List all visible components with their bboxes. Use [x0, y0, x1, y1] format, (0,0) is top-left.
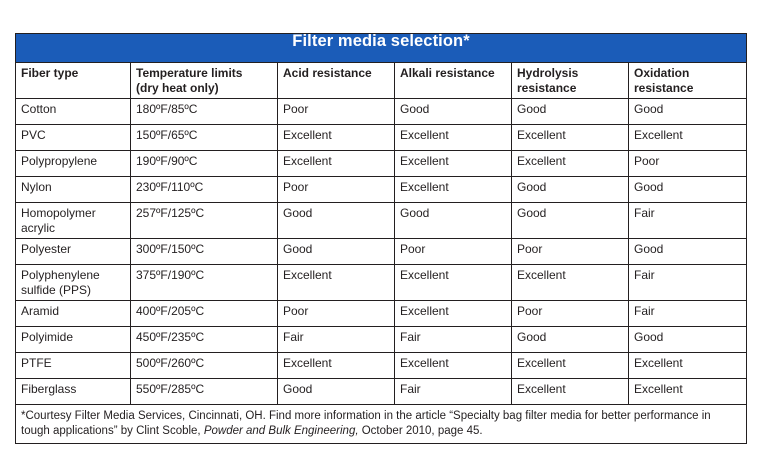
table-row	[16, 353, 747, 379]
column-header-temperature	[131, 63, 278, 99]
fiber-line: PVC	[21, 128, 46, 142]
filter-media-table	[15, 33, 747, 444]
cell-hydrolysis: Excellent	[512, 353, 629, 379]
cell-hydrolysis: Excellent	[512, 379, 629, 405]
fiber-line: sulfide (PPS)	[21, 283, 92, 297]
table-row	[16, 327, 747, 353]
cell-fiber-type	[16, 265, 131, 301]
cell-hydrolysis: Excellent	[512, 125, 629, 151]
cell-acid: Excellent	[278, 353, 395, 379]
cell-temperature: 550ºF/285ºC	[131, 379, 278, 405]
header-line: Oxidation	[634, 66, 690, 80]
cell-acid: Good	[278, 379, 395, 405]
cell-oxidation: Good	[629, 99, 747, 125]
cell-acid: Good	[278, 203, 395, 239]
table-body	[16, 99, 747, 405]
cell-temperature: 257ºF/125ºC	[131, 203, 278, 239]
filter-media-table-wrapper	[15, 33, 746, 444]
cell-oxidation: Excellent	[629, 353, 747, 379]
cell-hydrolysis: Poor	[512, 301, 629, 327]
table-row	[16, 265, 747, 301]
cell-temperature: 500ºF/260ºC	[131, 353, 278, 379]
cell-acid: Poor	[278, 177, 395, 203]
cell-alkali: Poor	[395, 239, 512, 265]
cell-temperature: 190ºF/90ºC	[131, 151, 278, 177]
fiber-line: Aramid	[21, 304, 60, 318]
header-line: resistance	[634, 81, 694, 95]
cell-alkali: Excellent	[395, 301, 512, 327]
title-row	[16, 34, 747, 63]
header-line: Fiber type	[21, 66, 79, 80]
column-header-acid	[278, 63, 395, 99]
header-line: (dry heat only)	[136, 81, 219, 95]
footnote-text: *Courtesy Filter Media Services, Cincinnati, OH. Find more information in the article “Specialty bag filter media for better performance in tough applications” by Clint Scoble,	[21, 410, 711, 437]
cell-temperature: 375ºF/190ºC	[131, 265, 278, 301]
cell-temperature: 450ºF/235ºC	[131, 327, 278, 353]
cell-fiber-type	[16, 203, 131, 239]
fiber-line: Nylon	[21, 180, 52, 194]
cell-oxidation: Fair	[629, 265, 747, 301]
fiber-line: Polypropylene	[21, 154, 98, 168]
header-line: Temperature limits	[136, 66, 243, 80]
cell-oxidation: Fair	[629, 301, 747, 327]
cell-temperature: 400ºF/205ºC	[131, 301, 278, 327]
cell-fiber-type	[16, 301, 131, 327]
column-header-fiber-type	[16, 63, 131, 99]
cell-alkali: Excellent	[395, 151, 512, 177]
footnote	[16, 405, 747, 444]
cell-temperature: 180ºF/85ºC	[131, 99, 278, 125]
cell-oxidation: Excellent	[629, 125, 747, 151]
cell-oxidation: Good	[629, 239, 747, 265]
table-row	[16, 151, 747, 177]
fiber-line: Cotton	[21, 102, 57, 116]
cell-hydrolysis: Good	[512, 203, 629, 239]
header-row	[16, 63, 747, 99]
header-line: Alkali resistance	[400, 66, 495, 80]
cell-acid: Poor	[278, 99, 395, 125]
header-line: resistance	[517, 81, 577, 95]
cell-oxidation: Good	[629, 327, 747, 353]
fiber-line: Polyphenylene	[21, 268, 100, 282]
cell-alkali: Fair	[395, 379, 512, 405]
column-header-oxidation	[629, 63, 747, 99]
cell-fiber-type	[16, 239, 131, 265]
cell-oxidation: Poor	[629, 151, 747, 177]
cell-temperature: 300ºF/150ºC	[131, 239, 278, 265]
cell-hydrolysis: Excellent	[512, 151, 629, 177]
cell-acid: Excellent	[278, 125, 395, 151]
fiber-line: acrylic	[21, 221, 56, 235]
cell-hydrolysis: Excellent	[512, 265, 629, 301]
cell-acid: Fair	[278, 327, 395, 353]
fiber-line: PTFE	[21, 356, 52, 370]
cell-alkali: Good	[395, 99, 512, 125]
cell-alkali: Excellent	[395, 177, 512, 203]
table-row	[16, 203, 747, 239]
cell-acid: Poor	[278, 301, 395, 327]
footnote-row	[16, 405, 747, 444]
cell-fiber-type	[16, 177, 131, 203]
cell-alkali: Excellent	[395, 353, 512, 379]
footnote-publication: Powder and Bulk Engineering,	[203, 425, 359, 437]
fiber-line: Polyimide	[21, 330, 74, 344]
cell-hydrolysis: Poor	[512, 239, 629, 265]
cell-temperature: 150ºF/65ºC	[131, 125, 278, 151]
table-row	[16, 177, 747, 203]
footnote-text-end: October 2010, page 45.	[358, 425, 483, 437]
table-row	[16, 239, 747, 265]
column-header-alkali	[395, 63, 512, 99]
header-line: Acid resistance	[283, 66, 372, 80]
table-row	[16, 301, 747, 327]
cell-fiber-type	[16, 353, 131, 379]
cell-oxidation: Fair	[629, 203, 747, 239]
header-line: Hydrolysis	[517, 66, 579, 80]
cell-fiber-type	[16, 379, 131, 405]
cell-alkali: Fair	[395, 327, 512, 353]
table-row	[16, 125, 747, 151]
cell-temperature: 230ºF/110ºC	[131, 177, 278, 203]
fiber-line: Fiberglass	[21, 382, 77, 396]
fiber-line: Polyester	[21, 242, 72, 256]
table-title: Filter media selection*	[16, 34, 747, 63]
fiber-line: Homopolymer	[21, 206, 96, 220]
cell-oxidation: Excellent	[629, 379, 747, 405]
cell-fiber-type	[16, 327, 131, 353]
cell-oxidation: Good	[629, 177, 747, 203]
cell-hydrolysis: Good	[512, 99, 629, 125]
cell-alkali: Good	[395, 203, 512, 239]
table-row	[16, 379, 747, 405]
cell-hydrolysis: Good	[512, 327, 629, 353]
cell-alkali: Excellent	[395, 265, 512, 301]
cell-alkali: Excellent	[395, 125, 512, 151]
cell-fiber-type	[16, 99, 131, 125]
cell-fiber-type	[16, 125, 131, 151]
cell-fiber-type	[16, 151, 131, 177]
cell-acid: Excellent	[278, 151, 395, 177]
cell-acid: Excellent	[278, 265, 395, 301]
cell-acid: Good	[278, 239, 395, 265]
cell-hydrolysis: Good	[512, 177, 629, 203]
table-row	[16, 99, 747, 125]
column-header-hydrolysis	[512, 63, 629, 99]
